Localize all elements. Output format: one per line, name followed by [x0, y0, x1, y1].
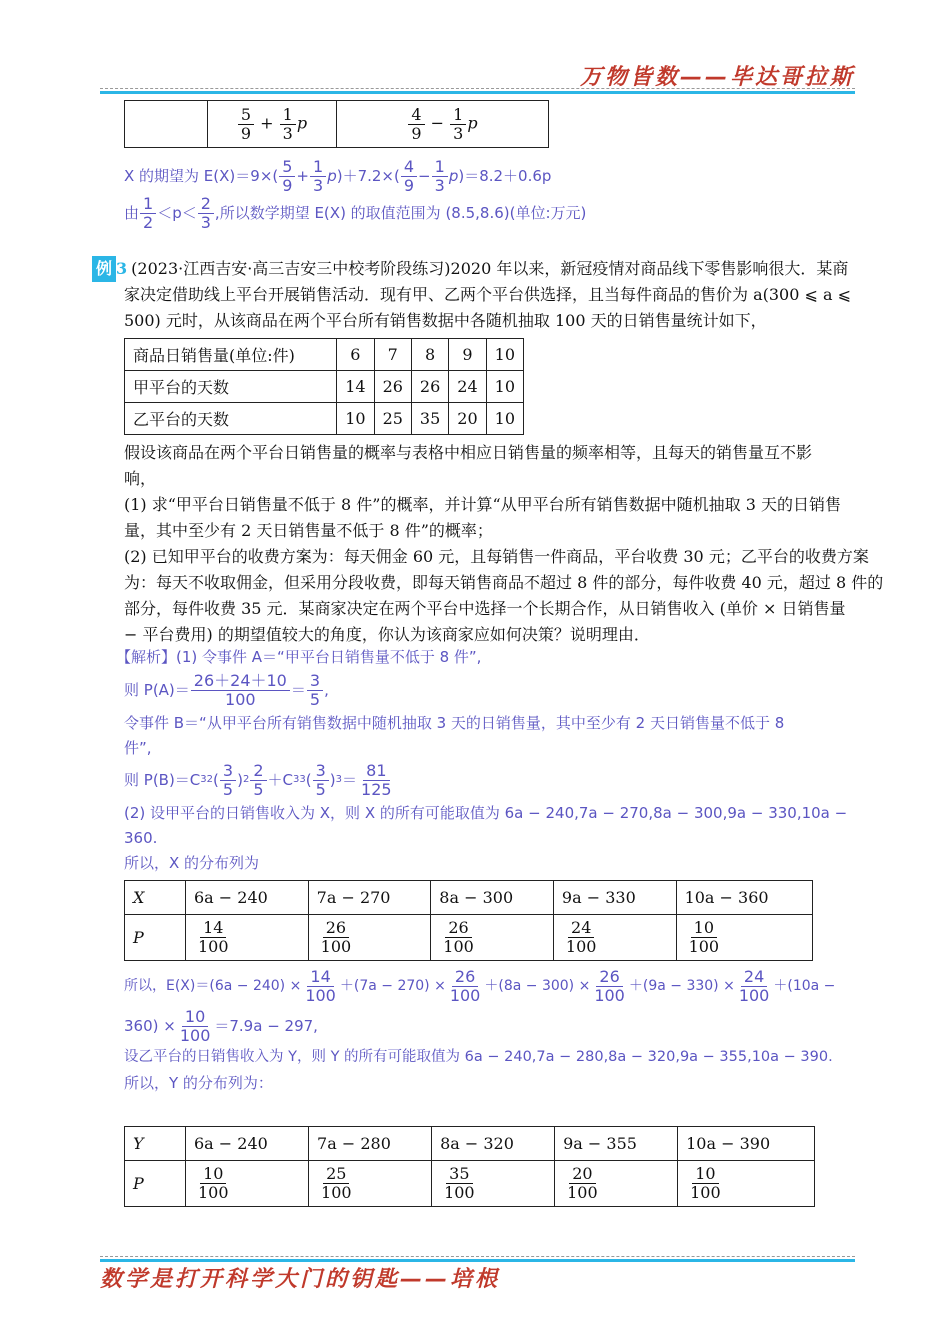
solution-line-8: 所以，X 的分布列为 — [124, 854, 260, 872]
y-table-head: 7a − 280 — [309, 1127, 432, 1161]
solution-line-6: (2) 设甲平台的日销售收入为 X，则 X 的所有可能取值为 6a − 240,7a − 270,8a − 300,9a − 330,10a − — [124, 804, 848, 822]
example-after-1: 假设该商品在两个平台日销售量的概率与表格中相应日销售量的频率相等，且每天的销售量互不影 — [124, 443, 813, 462]
solution-line-5: 则 P(B)＝C 3 2 ( $\frac{3}{5}$ ) 2 $\frac{2}{5}$ ＋C 3 3 ( $\frac{3}{5}$ ) 3 ＝ $\frac{81}{125}$ — [124, 760, 392, 799]
top-table-empty-cell — [125, 101, 208, 148]
y-table-prob: $\frac{35}{100}$ — [432, 1161, 555, 1207]
sales-table-cell: 6 — [337, 339, 374, 371]
question-1-line-2: 量，其中至少有 2 天日销售量不低于 8 件”的概率； — [124, 521, 493, 540]
question-2-line-1: (2) 已知甲平台的收费方案为：每天佣金 60 元，且每销售一件商品，平台收费 30 元；乙平台的收费方案 — [124, 547, 869, 566]
x-table-head: 9a − 330 — [553, 881, 676, 915]
x-table-prob: $\frac{10}{100}$ — [676, 915, 812, 961]
y-table-prob: $\frac{10}{100}$ — [186, 1161, 309, 1207]
y-table-head: 9a − 355 — [555, 1127, 678, 1161]
sales-table-cell: 乙平台的天数 — [125, 403, 337, 435]
y-table-prob: $\frac{10}{100}$ — [678, 1161, 815, 1207]
sales-table-cell: 10 — [486, 403, 523, 435]
solution-line-2: 则 P(A)＝ $\frac{26+24+10}{100}$ ＝ $\frac{3}{5}$ , — [124, 670, 329, 709]
x-table-head: X — [125, 881, 186, 915]
x-table-p-label: P — [125, 915, 186, 961]
sales-table-cell: 24 — [449, 371, 486, 403]
sales-table-cell: 14 — [337, 371, 374, 403]
example-line-3: 500) 元时，从该商品在两个平台所有销售数据中各随机抽取 100 天的日销售量统计如下， — [124, 311, 767, 330]
y-table-p-label: P — [125, 1161, 186, 1207]
sales-table-cell: 35 — [411, 403, 448, 435]
question-2-line-3: 部分，每件收费 35 元．某商家决定在两个平台中选择一个长期合作，从日销售收入 (单价 × 日销售量 — [124, 599, 846, 618]
sales-table-cell: 10 — [486, 339, 523, 371]
sales-table-cell: 25 — [374, 403, 411, 435]
example-line-2: 家决定借助线上平台开展销售活动．现有甲、乙两个平台供选择，且当每件商品的售价为 a(300 ⩽ a ⩽ — [124, 285, 852, 304]
expectation-x-line-2: 360) × $\frac{10}{100}$ ＝7.9a − 297, — [124, 1006, 318, 1045]
sales-table-cell: 商品日销售量(单位:件) — [125, 339, 337, 371]
y-distribution-intro: 所以，Y 的分布列为： — [124, 1074, 273, 1092]
sales-table-cell: 7 — [374, 339, 411, 371]
header-blue-rule — [100, 91, 855, 94]
top-table-cell-2: $\frac{4}{9}$ − $\frac{1}{3}$ p — [337, 101, 549, 148]
x-table-prob: $\frac{14}{100}$ — [186, 915, 309, 961]
sales-table — [124, 338, 524, 435]
sales-table-cell: 9 — [449, 339, 486, 371]
x-table-head: 7a − 270 — [308, 881, 431, 915]
sales-table-cell: 20 — [449, 403, 486, 435]
question-2-line-2: 为：每天不收取佣金，但采用分段收费，即每天销售商品不超过 8 件的部分，每件收费 40 元，超过 8 件的 — [124, 573, 884, 592]
sales-table-cell: 26 — [411, 371, 448, 403]
header-motto: 万物皆数——毕达哥拉斯 — [579, 65, 855, 90]
expectation-x-line-1: 所以，E(X)＝(6a − 240) × $\frac{14}{100}$ ＋(7a − 270) × $\frac{26}{100}$ ＋(8a − 300) × $\frac{26}{100}$ ＋(9a − 330) × $\frac{24}{100}$ ＋(10a − — [124, 966, 836, 1005]
header-dashed-rule — [100, 88, 855, 89]
solution-line-4: 件”, — [124, 739, 152, 757]
question-2-line-4: − 平台费用) 的期望值较大的角度，你认为该商家应如何决策？说明理由． — [124, 625, 650, 644]
example-line-1: 例 3 (2023·江西吉安·高三吉安三中校考阶段练习)2020 年以来，新冠疫情对商品线下零售影响很大．某商 — [92, 256, 862, 282]
x-distribution-table — [124, 880, 813, 961]
prev-solution-line-1: X 的期望为 E(X)＝9×( $\frac{5}{9}$ + $\frac{1}{3}$ p )＋7.2×( $\frac{4}{9}$ − $\frac{1}{3}$ p )＝8.2＋0.6p — [124, 156, 552, 195]
x-table-prob: $\frac{24}{100}$ — [553, 915, 676, 961]
sales-table-cell: 甲平台的天数 — [125, 371, 337, 403]
footer-dashed-rule — [100, 1256, 855, 1257]
solution-line-1: 【解析】(1) 令事件 A＝“甲平台日销售量不低于 8 件”, — [116, 648, 482, 666]
x-table-prob: $\frac{26}{100}$ — [431, 915, 554, 961]
y-table-head: 8a − 320 — [432, 1127, 555, 1161]
footer-motto: 数学是打开科学大门的钥匙——培根 — [100, 1267, 501, 1292]
top-table — [124, 100, 549, 148]
top-table-cell-1: $\frac{5}{9}$ + $\frac{1}{3}$ p — [208, 101, 337, 148]
sales-table-cell: 10 — [486, 371, 523, 403]
x-table-head: 8a − 300 — [431, 881, 554, 915]
x-table-head: 10a − 360 — [676, 881, 812, 915]
y-table-head: Y — [125, 1127, 186, 1161]
y-values-line: 设乙平台的日销售收入为 Y，则 Y 的所有可能取值为 6a − 240,7a − 280,8a − 320,9a − 355,10a − 390. — [124, 1049, 833, 1065]
solution-line-7: 360. — [124, 829, 158, 847]
x-table-head: 6a − 240 — [186, 881, 309, 915]
example-badge: 例 — [92, 256, 116, 282]
y-distribution-table — [124, 1126, 815, 1207]
sales-table-cell: 8 — [411, 339, 448, 371]
y-table-prob: $\frac{25}{100}$ — [309, 1161, 432, 1207]
sales-table-cell: 26 — [374, 371, 411, 403]
example-number: 3 — [116, 259, 128, 278]
solution-line-3: 令事件 B＝“从甲平台所有销售数据中随机抽取 3 天的日销售量，其中至少有 2 天日销售量不低于 8 — [124, 714, 785, 732]
y-table-head: 10a − 390 — [678, 1127, 815, 1161]
prev-solution-line-2: 由 $\frac{1}{2}$ ＜p＜ $\frac{2}{3}$ ,所以数学期望 E(X) 的取值范围为 (8.5,8.6)(单位:万元) — [124, 193, 587, 232]
sales-table-cell: 10 — [337, 403, 374, 435]
y-table-head: 6a − 240 — [186, 1127, 309, 1161]
y-table-prob: $\frac{20}{100}$ — [555, 1161, 678, 1207]
x-table-prob: $\frac{26}{100}$ — [308, 915, 431, 961]
question-1-line-1: (1) 求“甲平台日销售量不低于 8 件”的概率，并计算“从甲平台所有销售数据中随机抽取 3 天的日销售 — [124, 495, 841, 514]
example-after-2: 响， — [124, 469, 157, 488]
